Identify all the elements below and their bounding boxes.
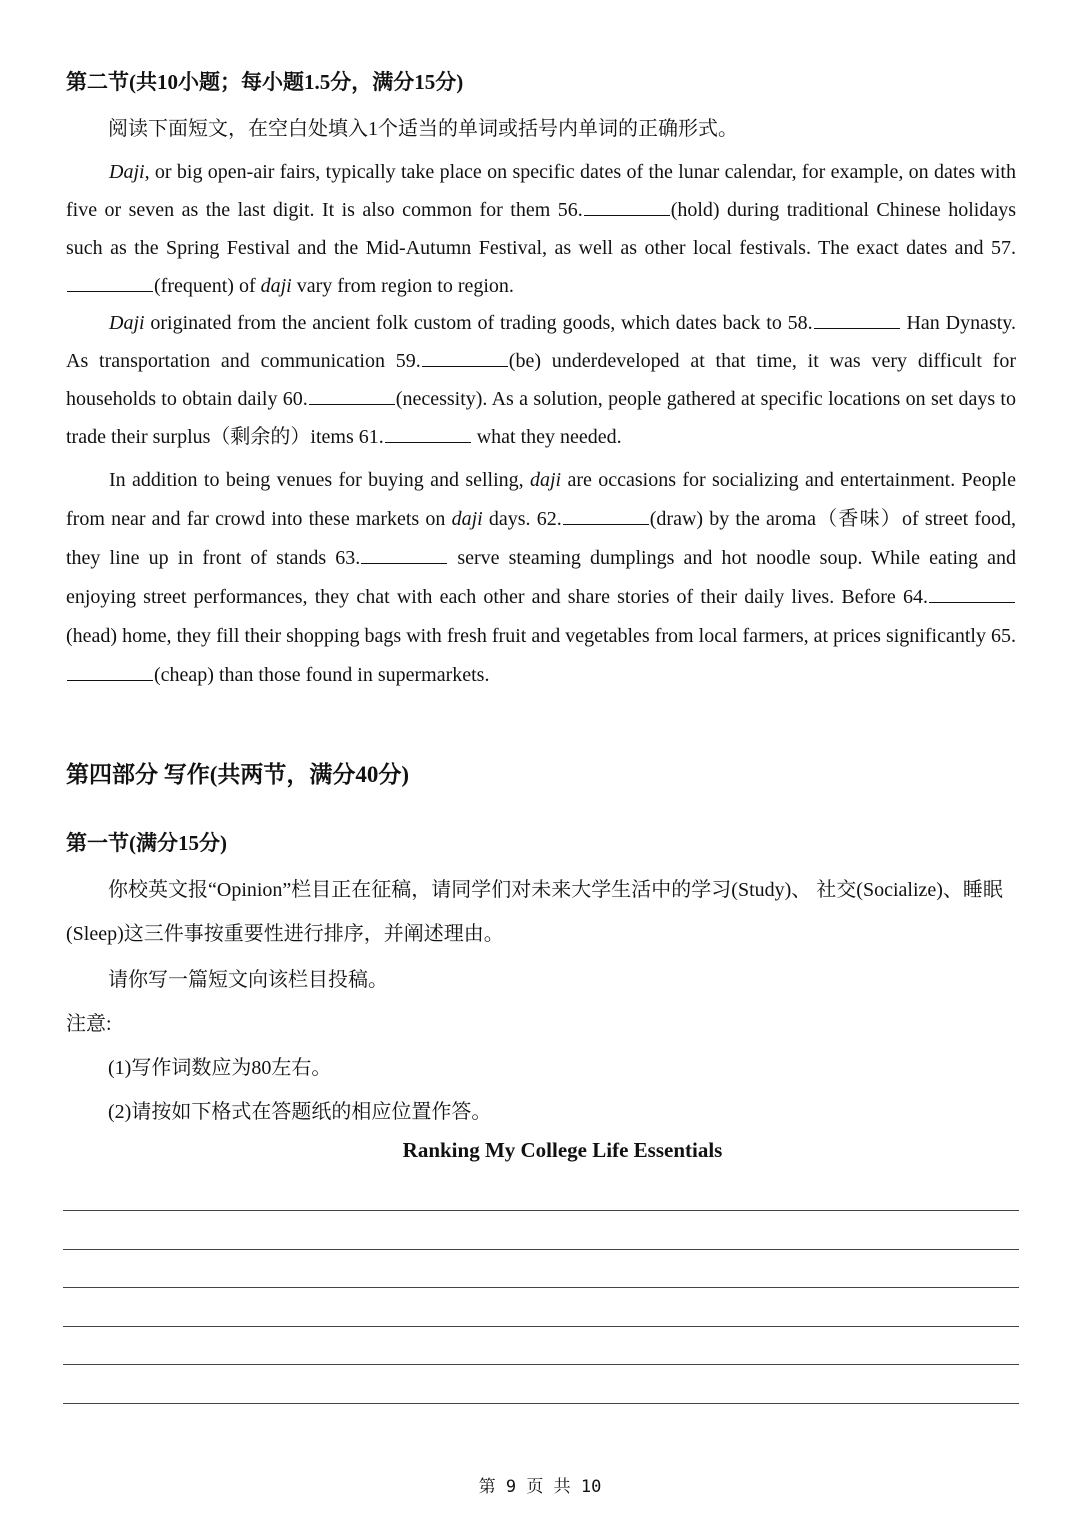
blank-64[interactable] — [929, 601, 1015, 603]
blank-62[interactable] — [563, 523, 649, 525]
blank-57[interactable] — [67, 290, 153, 292]
blank-61[interactable] — [385, 441, 471, 443]
section2-instruction: 阅读下面短文，在空白处填入1个适当的单词或括号内单词的正确形式。 — [108, 118, 738, 140]
daji-term: Daji — [109, 161, 145, 183]
page-number: 第 9 页 共 10 — [478, 1477, 602, 1497]
passage-paragraph-3: In addition to being venues for buying and selling, daji are occasions for socializing and entertainment. People from near and far crowd into these markets on daji days. 62. (draw) by the aroma（香味）of street food, they line up in front of stands 63. serve steaming dumplings and hot noodle soup. While eating and enjoying street performances, they chat with each other and share stories of their daily lives. Before 64.(head) home, they fill their shopping bags with fresh fruit and vegetables from local farmers, at prices significantly 65.(cheap) than those found in supermarkets. — [66, 469, 1016, 686]
passage-paragraph-2: Daji originated from the ancient folk custom of trading goods, which dates back to 58. Han Dynasty. As transportation and communication 59. (be) underdeveloped at that time, it was very difficult for households to obtain daily 60. (necessity). As a solution, people gathered at specific locations on set days to trade their surplus（剩余的）items 61. what they needed. — [66, 312, 1016, 448]
blank-63[interactable] — [361, 562, 447, 564]
writing-prompt: 你校英文报“Opinion”栏目正在征稿，请同学们对未来大学生活中的学习(Study)、 社交(Socialize)、睡眠(Sleep)这三件事按重要性进行排序，并阐述理由。 — [66, 879, 1003, 945]
answer-line[interactable] — [63, 1364, 1019, 1403]
passage-paragraph-1: Daji, or big open-air fairs, typically take place on specific dates of the lunar calendar, for example, on dates with five or seven as the last digit. It is also common for them 56. (hold) during traditional Chinese holidays such as the Spring Festival and the Mid-Autumn Festival, as well as other local festivals. The exact dates and 57.(frequent) of daji vary from region to region. — [66, 161, 1017, 297]
blank-58[interactable] — [814, 327, 900, 329]
note-label: 注意: — [66, 1013, 112, 1035]
note-2: (2)请按如下格式在答题纸的相应位置作答。 — [108, 1101, 492, 1123]
blank-65[interactable] — [67, 679, 153, 681]
note-1: (1)写作词数应为80左右。 — [108, 1057, 332, 1079]
section1-heading: 第一节(满分15分) — [66, 831, 227, 855]
section2-heading: 第二节(共10小题；每小题1.5分，满分15分) — [66, 70, 464, 94]
answer-line[interactable] — [63, 1249, 1019, 1288]
answer-lines[interactable] — [63, 1210, 1019, 1441]
part4-heading: 第四部分 写作(共两节，满分40分) — [66, 762, 410, 787]
answer-line[interactable] — [63, 1287, 1019, 1326]
daji-term: Daji — [109, 312, 145, 334]
writing-task: 请你写一篇短文向该栏目投稿。 — [108, 969, 388, 991]
essay-title: Ranking My College Life Essentials — [402, 1138, 723, 1162]
answer-line[interactable] — [63, 1403, 1019, 1442]
blank-59[interactable] — [422, 365, 508, 367]
answer-line[interactable] — [63, 1210, 1019, 1249]
blank-60[interactable] — [309, 403, 395, 405]
answer-line[interactable] — [63, 1326, 1019, 1365]
blank-56[interactable] — [584, 214, 670, 216]
